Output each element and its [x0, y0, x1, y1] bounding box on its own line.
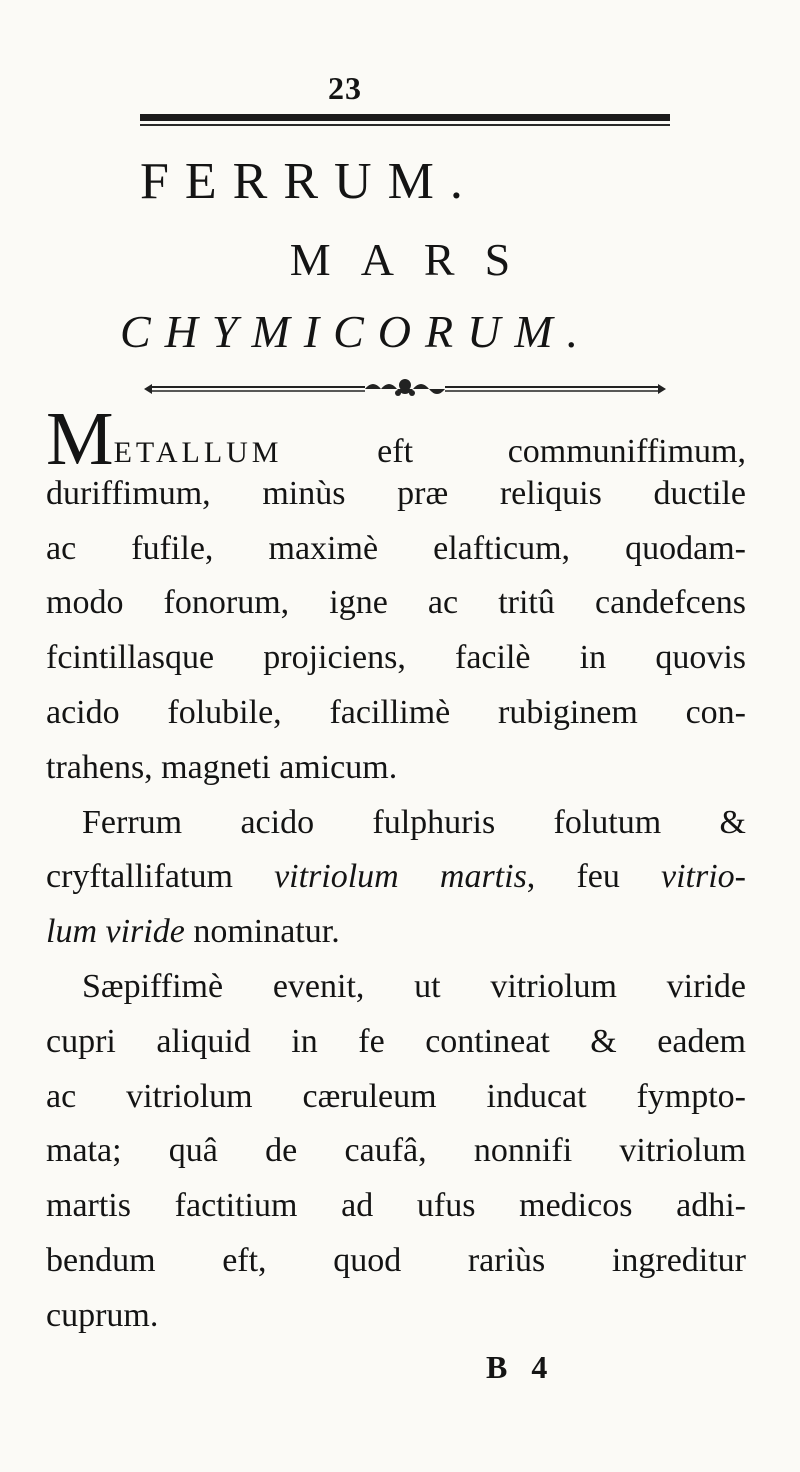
p2-line-3-b: nominatur. [184, 913, 340, 951]
title-chymicorum: CHYMICORUM. [120, 306, 593, 357]
p1-line-6: acido folubile, facillimè rubiginem con- [46, 693, 746, 731]
p1-line-2: duriffimum, minùs præ reliquis ductile [46, 474, 746, 512]
p1-line-1-rest: eft communiffimum, [282, 433, 746, 470]
p3-line-3: ac vitriolum cæruleum inducat fympto- [46, 1077, 746, 1115]
header-rule-thin [140, 124, 670, 126]
p2-italic-vitriolum-martis: vitriolum martis [274, 858, 527, 896]
p1-smallcaps: ETALLUM [113, 436, 283, 469]
p1-line-3: ac fufile, maximè elafticum, quodam- [46, 529, 746, 567]
body-text [46, 397, 746, 1344]
title-ferrum: FERRUM. [140, 153, 479, 210]
p3-line-4: mata; quâ de caufâ, nonnifi vitriolum [46, 1132, 746, 1170]
p1-line-5: fcintillasque projiciens, facilè in quovis [46, 639, 746, 677]
signature-mark: B 4 [486, 1349, 556, 1385]
header-rule-thick [140, 114, 670, 121]
p2-line-2 [46, 850, 746, 905]
p2-italic-lum-viride: lum viride [46, 913, 185, 951]
p3-line-6: bendum eft, quod rariùs ingreditur [46, 1241, 746, 1279]
p3-line-5: martis factitium ad ufus medicos adhi- [46, 1187, 746, 1225]
ornament-divider-icon [140, 375, 670, 405]
p1-line-7: trahens, magneti amicum. [46, 748, 398, 786]
drop-cap: M [46, 397, 114, 481]
p3-line-2: cupri aliquid in fe contineat & eadem [46, 1022, 746, 1060]
p3-line-1: Sæpiffimè evenit, ut vitriolum viride [82, 967, 746, 1005]
p2-line-2-b: , feu [526, 858, 662, 896]
p2-line-3 [46, 905, 746, 960]
p2-line-1: Ferrum acido fulphuris folutum & [82, 803, 746, 841]
p1-line-1 [46, 397, 746, 481]
p3-line-7: cuprum. [46, 1296, 159, 1334]
p2-italic-vitrio: vitrio- [661, 858, 746, 896]
p1-line-4: modo fonorum, igne ac tritû candefcens [46, 584, 746, 622]
page-number: 23 [328, 70, 362, 106]
title-mars: MARS [289, 234, 541, 285]
p2-line-2-a: cryftallifatum [46, 858, 275, 896]
